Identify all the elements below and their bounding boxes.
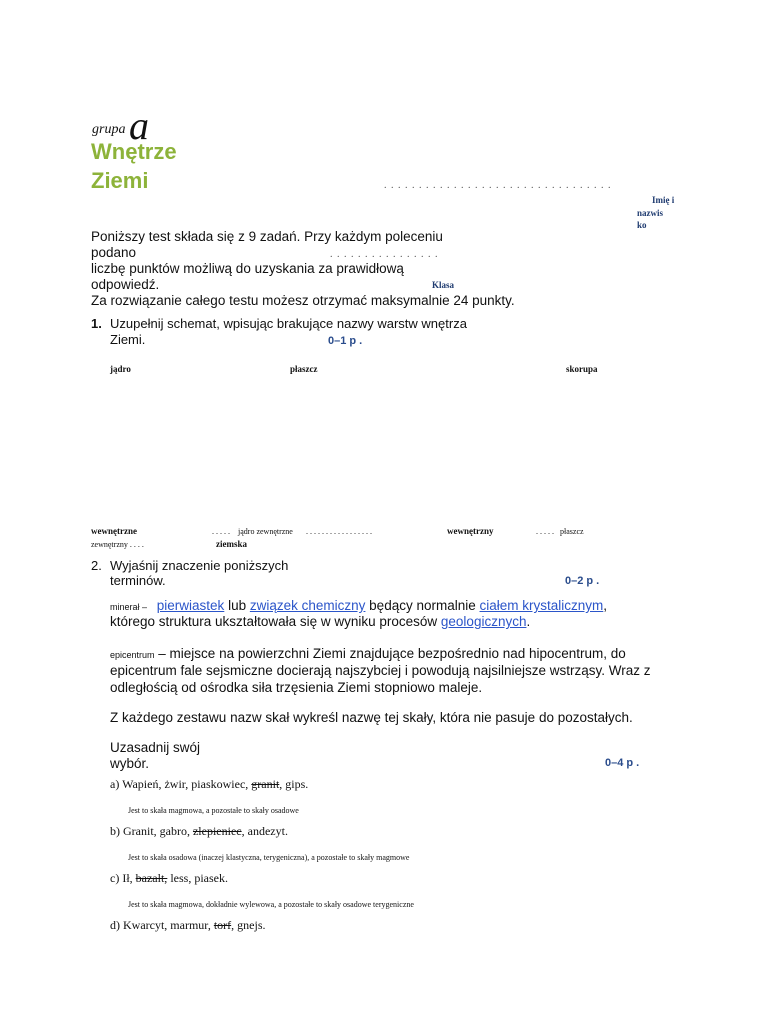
task3-text-2: wybór. — [110, 756, 150, 771]
epicentrum-line-3: odległością od ośrodka siła trzęsienia Ziemi stopniowo maleje. — [110, 680, 483, 695]
rock-set-d-strike[interactable]: torf — [213, 918, 232, 932]
blank-dots-1[interactable]: . . . . . — [212, 527, 230, 536]
rock-set-a-strike[interactable]: granit — [251, 777, 280, 791]
rock-set-d — [110, 918, 266, 933]
mineral-mid: będący normalnie — [369, 598, 476, 613]
task2-number: 2. — [91, 558, 102, 573]
name-dots[interactable]: . . . . . . . . . . . . . . . . . . . . . . . . . . . . . . . . . — [384, 180, 612, 191]
layer-label-core: jądro — [110, 364, 131, 374]
rock-set-d-post: , gnejs. — [231, 918, 266, 932]
blank-dots-2[interactable]: . . . . . . . . . . . . . . . . . — [306, 527, 372, 536]
mineral-or: lub — [228, 598, 247, 613]
rock-set-c-pre: c) Ił, — [110, 871, 133, 885]
intro-line-4: odpowiedź. — [91, 277, 160, 292]
layer-inner-mantle-label: wewnętrzny — [447, 526, 494, 536]
rock-set-d-pre: d) Kwarcyt, marmur, — [110, 918, 211, 932]
rock-set-b-answer: Jest to skała osadowa (inaczej klastyczna, terygeniczna), a pozostałe to skały magmowe — [128, 853, 410, 862]
task2-text-2: terminów. — [110, 573, 166, 588]
layer-label-mantle: płaszcz — [290, 364, 318, 374]
rock-set-b — [110, 824, 288, 839]
link-pierwiastek[interactable]: pierwiastek — [156, 598, 225, 613]
task3-points: 0–4 p . — [605, 757, 640, 769]
rock-set-c-answer: Jest to skała magmowa, dokładnie wylewowa, a pozostałe to skały osadowe terygeniczne — [128, 900, 414, 909]
task1-number: 1. — [91, 316, 102, 331]
mineral-text-2: którego struktura ukształtowała się w wyniku procesów — [110, 614, 438, 629]
layer-inner-label: wewnętrzne — [91, 526, 137, 536]
epicentrum-text-1: – miejsce na powierzchni Ziemi znajdujące bezpośrednio nad hipocentrum, do — [158, 646, 626, 661]
intro-line-3: liczbę punktów możliwą do uzyskania za prawidłową — [91, 261, 404, 276]
answer-mantle: płaszcz — [560, 527, 584, 536]
intro-line-1: Poniższy test składa się z 9 zadań. Przy każdym poleceniu — [91, 229, 443, 244]
task2-text-1: Wyjaśnij znaczenie poniższych — [110, 558, 289, 573]
grupa-letter: a — [128, 103, 149, 148]
answer-outer-core: jądro zewnętrzne — [238, 527, 293, 536]
mineral-dot: . — [526, 614, 531, 629]
intro-line-2: podano — [91, 245, 137, 260]
intro-line-5: Za rozwiązanie całego testu możesz otrzymać maksymalnie 24 punkty. — [91, 293, 515, 308]
rock-set-a-answer: Jest to skała magmowa, a pozostałe to skały osadowe — [128, 806, 299, 815]
group-label — [92, 100, 149, 148]
layer-label-crust: skorupa — [566, 364, 598, 374]
mineral-term: minerał – — [110, 602, 148, 612]
answer-outer: zewnętrzny . . . . — [91, 540, 144, 549]
mineral-comma: , — [603, 598, 608, 613]
name-label-3: ko — [637, 220, 647, 230]
class-label: Klasa — [432, 280, 455, 290]
title-line-1: Wnętrze — [91, 139, 177, 164]
name-label-2: nazwis — [637, 208, 664, 218]
task1-text-1: Uzupełnij schemat, wpisując brakujące nazwy warstw wnętrza — [110, 316, 467, 331]
grupa-text: grupa — [92, 122, 126, 137]
task3-text-1: Uzasadnij swój — [110, 740, 201, 755]
rock-set-c-strike[interactable]: bazalt, — [135, 871, 168, 885]
task3-intro: Z każdego zestawu nazw skał wykreśl nazwę tej skały, która nie pasuje do pozostałych. — [110, 710, 633, 725]
rock-set-c-post: less, piasek. — [170, 871, 228, 885]
epicentrum-term: epicentrum — [110, 650, 155, 660]
title-line-2: Ziemi — [91, 168, 149, 193]
answer-earth: ziemska — [216, 539, 247, 549]
link-geologicznych[interactable]: geologicznych — [440, 614, 527, 629]
link-krystaliczny[interactable]: ciałem krystalicznym — [479, 598, 604, 613]
rock-set-c — [110, 871, 228, 886]
task2-points: 0–2 p . — [565, 575, 600, 587]
rock-set-b-post: , andezyt. — [241, 824, 288, 838]
rock-set-a-post: , gips. — [279, 777, 309, 791]
rock-set-b-pre: b) Granit, gabro, — [110, 824, 190, 838]
rock-set-a-pre: a) Wapień, żwir, piaskowiec, — [110, 777, 249, 791]
rock-set-a — [110, 777, 308, 792]
task1-text-2: Ziemi. — [110, 332, 146, 347]
rock-set-b-strike[interactable]: zlepieniec — [192, 824, 242, 838]
task1-points: 0–1 p . — [328, 335, 363, 347]
blank-dots-3[interactable]: . . . . . — [536, 527, 554, 536]
name-label-1: Imię i — [652, 195, 675, 205]
link-zwiazek[interactable]: związek chemiczny — [249, 598, 366, 613]
class-dots[interactable]: . . . . . . . . . . . . . . . . — [330, 249, 439, 260]
epicentrum-line-2: epicentrum fale sejsmiczne docierają najszybciej i powodują najsilniejsze wstrząsy. Wraz z — [110, 663, 651, 678]
mineral-line-2 — [110, 613, 530, 631]
